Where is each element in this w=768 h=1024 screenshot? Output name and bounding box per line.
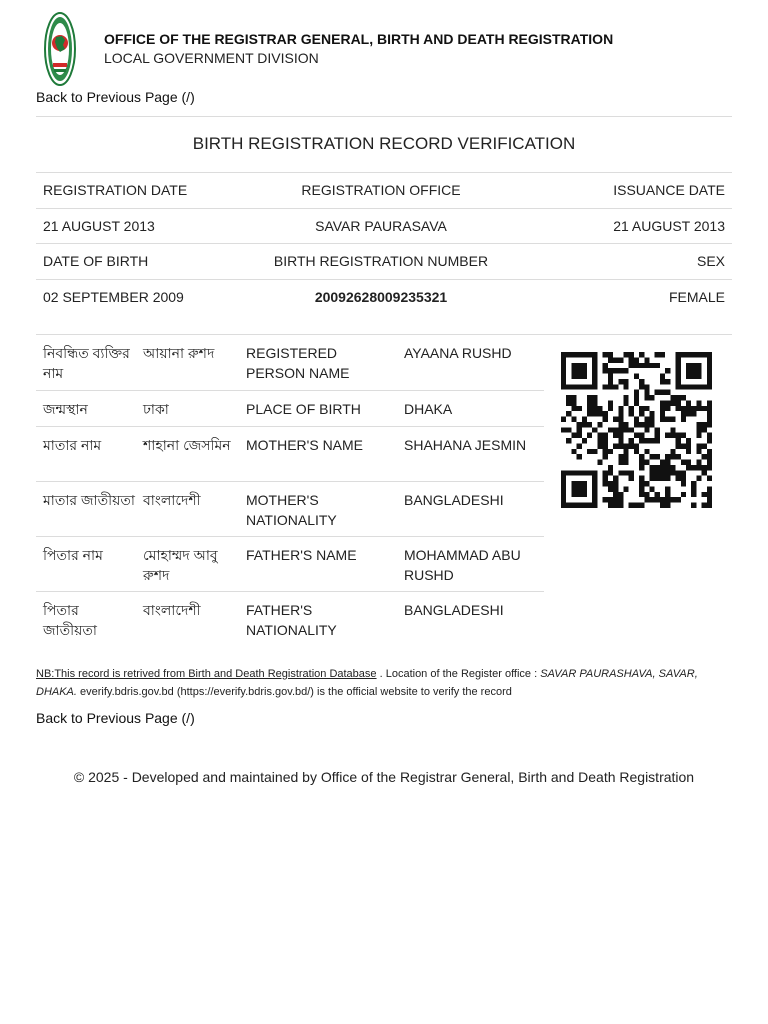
record-value-row-1 [36,208,732,243]
detail-row-mothers-name [36,426,544,481]
issuance-date-value: 21 AUGUST 2013 [613,218,725,234]
qr-code [561,352,712,508]
detail-row-mothers-nationality [36,481,544,536]
bn-label: নিবন্ধিত ব্যক্তির নাম [43,345,130,381]
record-value-row-2 [36,279,732,314]
issuance-date-label: ISSUANCE DATE [613,182,725,198]
record-header-row-1 [36,172,732,207]
note-middle-text: . Location of the Register office : [376,668,541,680]
bn-value: আয়ানা রুশদ [143,345,215,361]
record-header-row-2 [36,243,732,278]
registration-date-value: 21 AUGUST 2013 [43,218,155,234]
en-label: PLACE OF BIRTH [246,401,361,417]
sex-label: SEX [696,253,725,269]
en-label: FATHER'S NAME [246,547,357,563]
bn-label: পিতার জাতীয়তা [43,602,97,638]
birth-registration-number-label: BIRTH REGISTRATION NUMBER [273,253,489,269]
detail-row-place-of-birth [36,390,544,426]
en-value: BANGLADESHI [404,492,504,508]
page-title: BIRTH REGISTRATION RECORD VERIFICATION [192,134,576,153]
en-value: MOHAMMAD ABU RUSHD [404,547,521,583]
birth-registration-number-value: 20092628009235321 [314,289,448,305]
bn-value: বাংলাদেশী [143,602,201,618]
footer-copyright: © 2025 - Developed and maintained by Office of the Registrar General, Birth and Death Registration [73,769,695,785]
record-note [36,665,732,701]
registration-date-label: REGISTRATION DATE [43,182,188,198]
back-to-previous-link[interactable]: Back to Previous Page (/) [36,89,195,105]
en-label: MOTHER'S NAME [246,437,364,453]
date-of-birth-label: DATE OF BIRTH [43,253,149,269]
bn-label: জন্মস্থান [43,401,88,417]
detail-row-registered-name [36,334,544,390]
detail-row-fathers-name [36,536,544,591]
registration-office-label: REGISTRATION OFFICE [301,182,461,198]
detail-row-fathers-nationality [36,591,544,646]
back-to-previous-link[interactable]: Back to Previous Page (/) [36,710,195,726]
organization-title: OFFICE OF THE REGISTRAR GENERAL, BIRTH AND DEATH REGISTRATION [104,31,614,47]
en-label: REGISTERED PERSON NAME [246,345,350,381]
bn-label: পিতার নাম [43,547,103,563]
sex-value: FEMALE [668,289,725,305]
government-emblem-icon [44,11,76,87]
register-office-location: SAVAR PAURASHAVA, SAVAR, DHAKA. [36,668,698,698]
en-value: BANGLADESHI [404,602,504,618]
divider [36,116,732,117]
date-of-birth-value: 02 SEPTEMBER 2009 [43,289,184,305]
bn-value: মোহাম্মদ আবু রুশদ [143,547,218,583]
en-value: SHAHANA JESMIN [404,437,527,453]
bn-label: মাতার জাতীয়তা [43,492,135,508]
registration-office-value: SAVAR PAURASAVA [315,218,447,234]
en-value: AYAANA RUSHD [404,345,512,361]
bn-label: মাতার নাম [43,437,102,453]
en-label: MOTHER'S NATIONALITY [246,492,337,528]
database-note-link[interactable]: NB:This record is retrived from Birth and Death Registration Database [36,668,377,680]
en-value: DHAKA [404,401,453,417]
bn-value: বাংলাদেশী [143,492,201,508]
bn-value: শাহানা জেসমিন [143,437,231,453]
en-label: FATHER'S NATIONALITY [246,602,337,638]
page-header [40,11,740,87]
note-tail-text: everify.bdris.gov.bd (https://everify.bdris.gov.bd/) is the official website to verify the record [76,686,512,698]
organization-subtitle: LOCAL GOVERNMENT DIVISION [104,50,319,66]
bn-value: ঢাকা [143,401,169,417]
